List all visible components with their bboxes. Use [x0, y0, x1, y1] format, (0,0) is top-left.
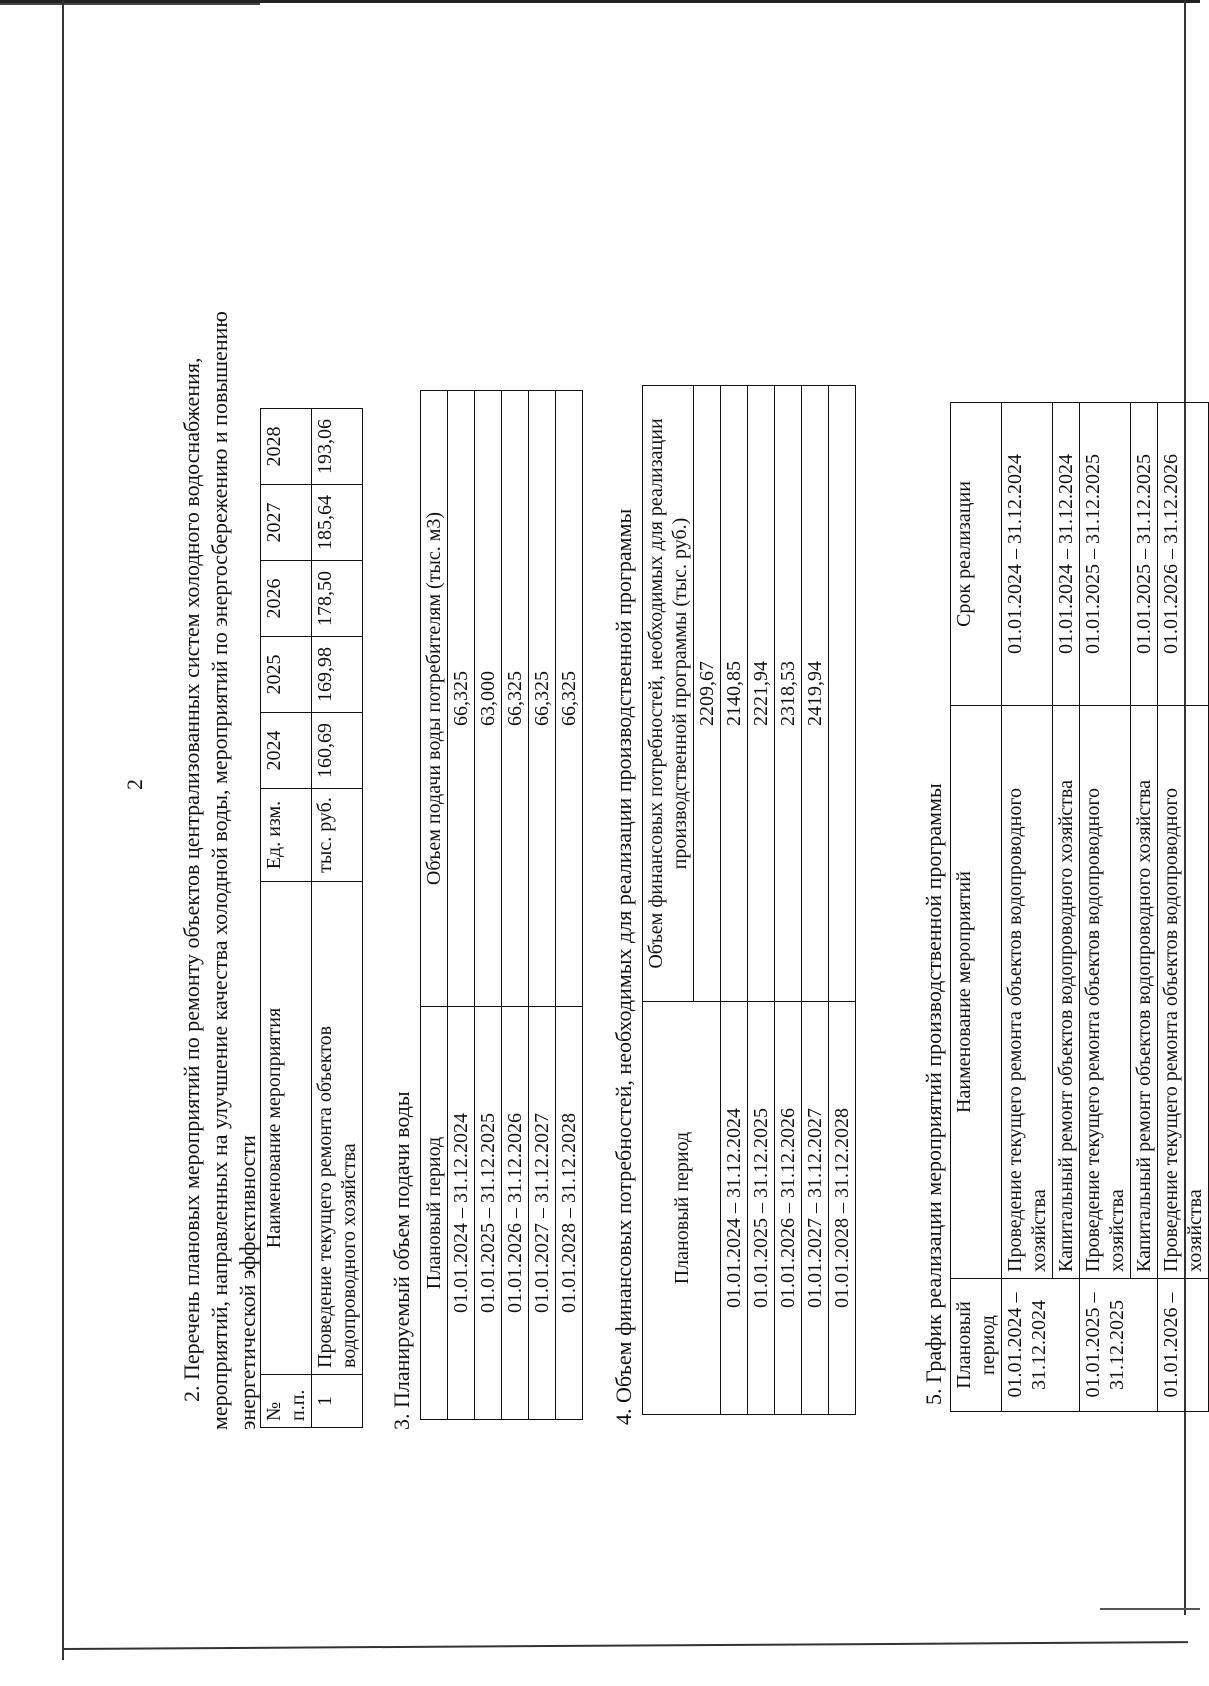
- cell-period: 01.01.2028 – 31.12.2028: [829, 1002, 856, 1415]
- cell-total: 2209,67: [694, 386, 721, 1002]
- rotated-document-page: [70, 50, 1206, 1650]
- section5-heading: 5. График реализации мероприятий производственной программы: [921, 783, 946, 1405]
- table-row: [829, 386, 856, 1415]
- cell-value: 2318,53: [775, 386, 802, 1002]
- cell-activity: Капитальный ремонт объектов водопроводного хозяйства: [1131, 706, 1158, 1279]
- table-row: [1002, 403, 1053, 1412]
- table-row: [1053, 403, 1080, 1412]
- cell-value: 66,325: [556, 391, 583, 1007]
- section2-header-row: [261, 409, 312, 1428]
- section3-header-row: [421, 391, 448, 1420]
- section4-header-row: [643, 386, 694, 1415]
- header-period: Плановый период: [951, 1279, 1002, 1412]
- header-year: 2026: [261, 561, 312, 637]
- cell-period: 01.01.2027 – 31.12.2027: [802, 1002, 829, 1415]
- cell-period: 01.01.2025 – 31.12.2025: [475, 1007, 502, 1420]
- table-row: [775, 386, 802, 1415]
- cell-value: 2140,85: [721, 386, 748, 1002]
- cell-period: 01.01.2026 – 31.12.2026: [502, 1007, 529, 1420]
- cell-activity: Проведение текущего ремонта объектов водопроводного хозяйства: [1158, 706, 1209, 1279]
- cell-period: 01.01.2026 – 31.12.2026: [775, 1002, 802, 1415]
- section2-table: [260, 408, 363, 1428]
- cell-value: 66,325: [529, 391, 556, 1007]
- scan-edge-left: [62, 0, 64, 1660]
- table-row: [556, 391, 583, 1420]
- table-row: [748, 386, 775, 1415]
- header-period: Плановый период: [421, 1007, 448, 1420]
- header-term: Срок реализации: [951, 403, 1002, 706]
- table-row: [1158, 403, 1209, 1412]
- cell-period: 01.01.2028 – 31.12.2028: [556, 1007, 583, 1420]
- cell-term: 01.01.2024 – 31.12.2024: [1053, 403, 1080, 706]
- cell-value: 66,325: [502, 391, 529, 1007]
- cell-term: 01.01.2025 – 31.12.2025: [1080, 403, 1131, 706]
- cell-period: 01.01.2025 – 31.12.2025: [748, 1002, 775, 1415]
- cell-value: 160,69: [312, 713, 363, 789]
- header-unit: Ед. изм.: [261, 789, 312, 882]
- table-row: [312, 409, 363, 1428]
- table-row: [448, 391, 475, 1420]
- section2-heading-line2: мероприятий, направленных на улучшение качества холодной воды, мероприятий по энергосбережению и повышению: [207, 311, 232, 1430]
- section2-heading-line1: 2. Перечень плановых мероприятий по ремонту объектов централизованных систем холодного водоснабжения,: [179, 357, 204, 1402]
- header-finance: Объем финансовых потребностей, необходимых для реализации производственной программы (тыс. руб.): [643, 386, 694, 1002]
- header-year: 2025: [261, 637, 312, 713]
- cell-period: 01.01.2025 – 31.12.2025: [1080, 1279, 1158, 1412]
- cell-value: 63,000: [475, 391, 502, 1007]
- cell-num: 1: [312, 1375, 363, 1428]
- cell-value: 169,98: [312, 637, 363, 713]
- cell-term: 01.01.2025 – 31.12.2025: [1131, 403, 1158, 706]
- cell-value: [829, 386, 856, 1002]
- cell-unit: тыс. руб.: [312, 789, 363, 882]
- cell-value: 178,50: [312, 561, 363, 637]
- cell-name: Проведение текущего ремонта объектов водопроводного хозяйства: [312, 882, 363, 1375]
- cell-period: 01.01.2024 – 31.12.2024: [448, 1007, 475, 1420]
- table-row: [721, 386, 748, 1415]
- header-year: 2028: [261, 409, 312, 485]
- cell-value: 193,06: [312, 409, 363, 485]
- scan-edge-top-fragment: [0, 3, 260, 5]
- cell-period: 01.01.2024 – 31.12.2024: [1002, 1279, 1080, 1412]
- section4-table: [642, 385, 856, 1415]
- table-row: [1080, 403, 1131, 1412]
- cell-activity: Проведение текущего ремонта объектов водопроводного хозяйства: [1080, 706, 1131, 1279]
- cell-value: 2419,94: [802, 386, 829, 1002]
- section3-table: [420, 390, 583, 1420]
- header-name: Наименование мероприятия: [261, 882, 312, 1375]
- cell-value: 66,325: [448, 391, 475, 1007]
- header-num: № п.п.: [261, 1375, 312, 1428]
- section2-heading-line3: энергетической эффективности: [235, 1135, 260, 1430]
- cell-activity: Капитальный ремонт объектов водопроводного хозяйства: [1053, 706, 1080, 1279]
- table-row: [475, 391, 502, 1420]
- section5-table: [950, 402, 1209, 1412]
- cell-value: 2221,94: [748, 386, 775, 1002]
- header-activities: Наименование мероприятий: [951, 706, 1002, 1279]
- header-volume: Объем подачи воды потребителям (тыс. м3): [421, 391, 448, 1007]
- cell-period: 01.01.2027 – 31.12.2027: [529, 1007, 556, 1420]
- header-year: 2024: [261, 713, 312, 789]
- header-year: 2027: [261, 485, 312, 561]
- section3-heading: 3. Планируемый объем подачи воды: [389, 1091, 414, 1430]
- table-row: [502, 391, 529, 1420]
- cell-period: 01.01.2024 – 31.12.2024: [721, 1002, 748, 1415]
- cell-value: 185,64: [312, 485, 363, 561]
- section5-header-row: [951, 403, 1002, 1412]
- table-row: [1131, 403, 1158, 1412]
- cell-term: 01.01.2024 – 31.12.2024: [1002, 403, 1053, 706]
- cell-term: 01.01.2026 – 31.12.2026: [1158, 403, 1209, 706]
- cell-activity: Проведение текущего ремонта объектов водопроводного хозяйства: [1002, 706, 1053, 1279]
- cell-period: 01.01.2026 –: [1158, 1279, 1209, 1412]
- table-row: [529, 391, 556, 1420]
- header-period: Плановый период: [643, 1002, 721, 1415]
- section4-heading: 4. Объем финансовых потребностей, необходимых для реализации производственной программы: [611, 508, 636, 1425]
- table-row: [802, 386, 829, 1415]
- page-number: 2: [122, 779, 147, 790]
